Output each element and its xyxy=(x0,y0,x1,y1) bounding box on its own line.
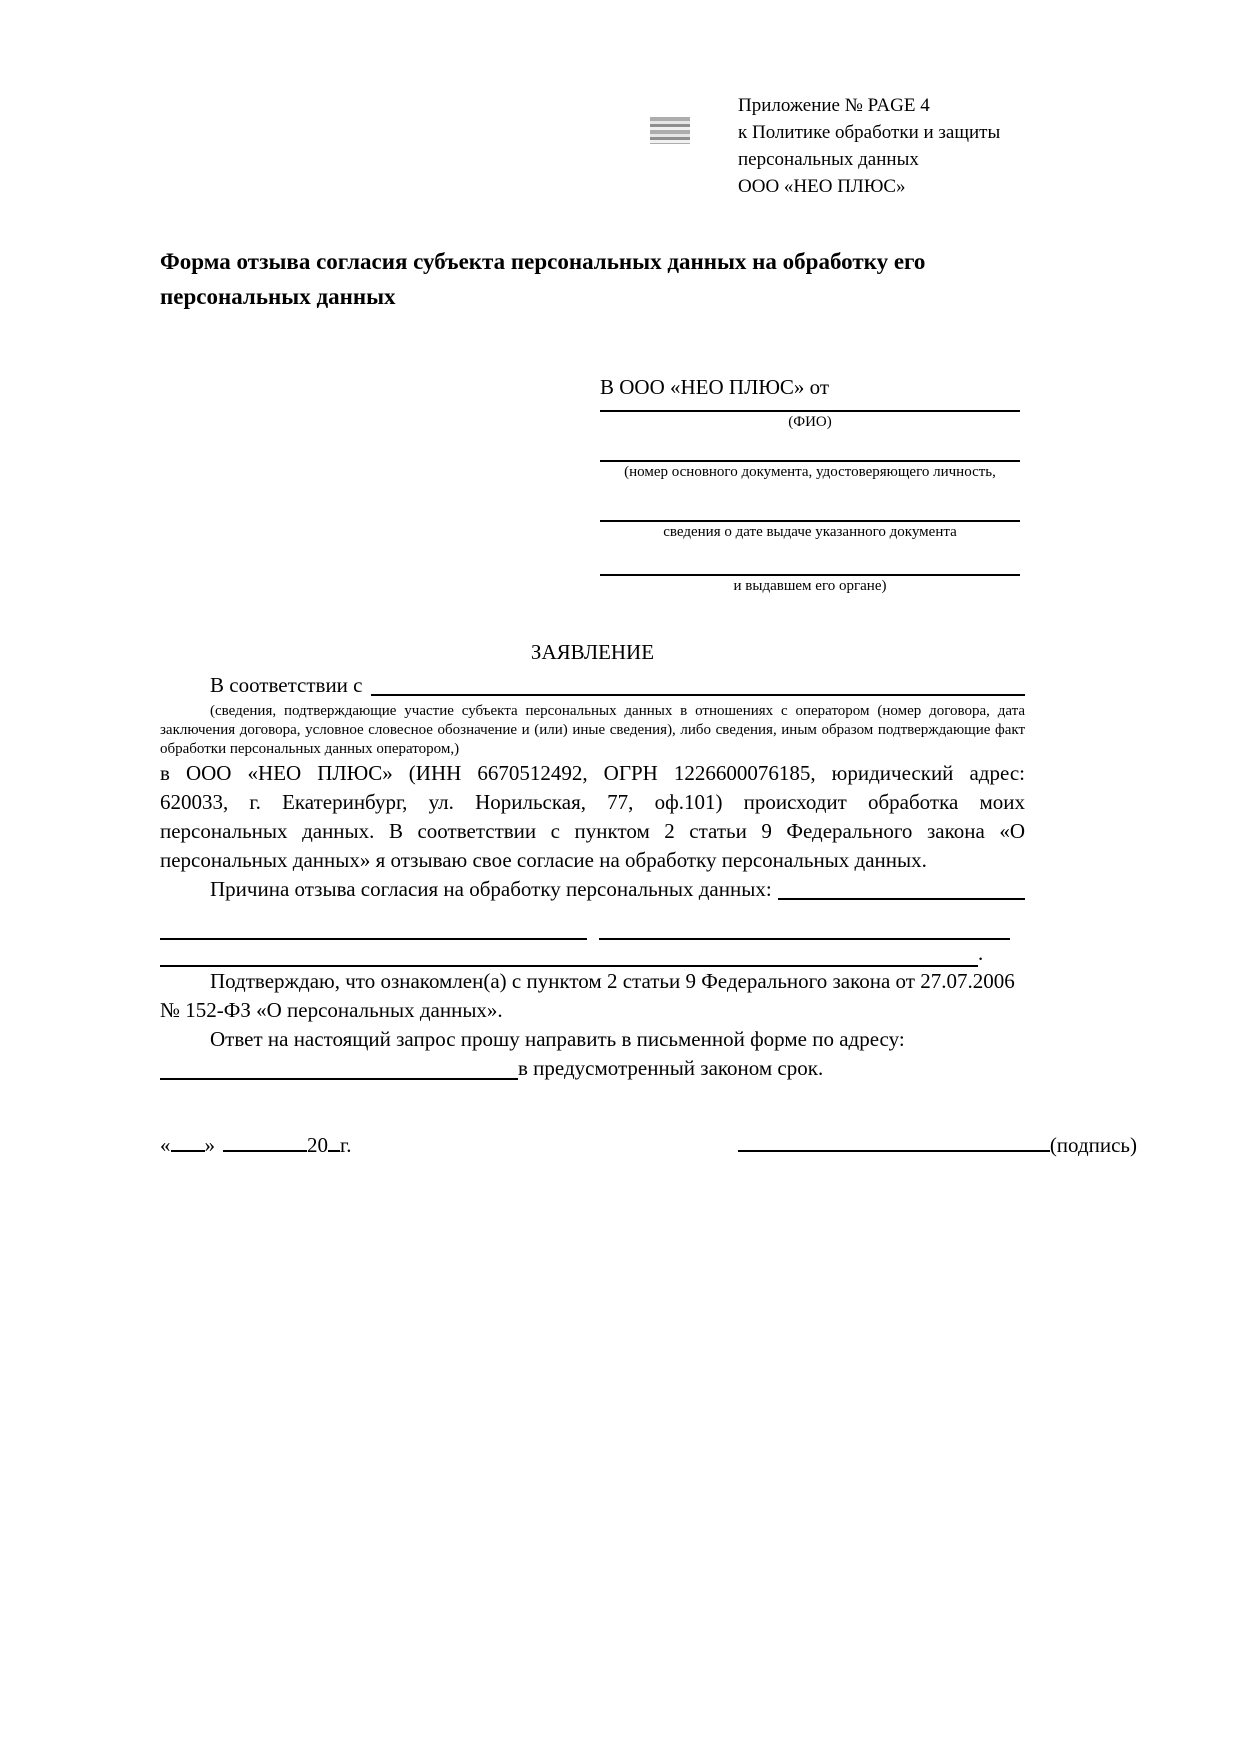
fine-print xyxy=(160,702,1025,759)
reply-address-blank-line xyxy=(160,1049,518,1080)
intro-line xyxy=(160,674,1025,700)
reply-request-paragraph: Ответ на настоящий запрос прошу направить в письменной форме по адресу: xyxy=(210,1027,905,1051)
month-blank-line xyxy=(223,1149,307,1152)
signature-blank-line xyxy=(738,1149,1050,1152)
issuing-authority-field xyxy=(600,542,1020,596)
issue-date-field xyxy=(600,482,1020,542)
withdrawal-reason-blank-line xyxy=(778,898,1025,900)
withdrawal-reason-label: Причина отзыва согласия на обработку персональных данных: xyxy=(210,877,772,901)
confirmation-paragraph: Подтверждаю, что ознакомлен(а) с пунктом 2 статьи 9 Федерального закона от 27.07.2006 № 152-ФЗ «О персональных данных». xyxy=(160,969,1015,1022)
fine-print-line: обработки персональных данных оператором,) xyxy=(160,741,460,757)
fine-print-line: (сведения, подтверждающие участие субъекта персональных данных в отношениях с оператором (номер договора, дата xyxy=(210,703,1025,719)
signature-caption: (подпись) xyxy=(1049,1133,1137,1157)
reason-blank-line-left xyxy=(160,904,587,940)
document-header xyxy=(738,92,1025,200)
document-number-caption: (номер основного документа, удостоверяющего личность, xyxy=(624,464,996,480)
statement-heading: ЗАЯВЛЕНИЕ xyxy=(530,640,655,664)
reply-suffix: в предусмотренный законом срок. xyxy=(518,1056,824,1080)
issue-date-blank-line xyxy=(600,482,1020,522)
header-line-appendix: Приложение № PAGE 4 xyxy=(738,95,930,116)
fio-blank-line xyxy=(600,398,1020,412)
reason-blank-line-right xyxy=(599,904,1010,940)
issuing-authority-caption: и выдавшем его органе) xyxy=(733,578,887,594)
fio-caption: (ФИО) xyxy=(788,414,832,430)
addressee-block xyxy=(600,376,1020,596)
date-signature-row xyxy=(160,1131,1137,1160)
day-blank-line xyxy=(171,1149,205,1152)
document-number-blank-line xyxy=(600,432,1020,462)
reason-blank-row-2 xyxy=(160,940,1025,967)
year-blank-line xyxy=(328,1149,340,1152)
embedded-object-icon xyxy=(650,117,690,144)
issue-date-caption: сведения о дате выдаче указанного документа xyxy=(663,524,957,540)
header-line-personal-data: персональных данных xyxy=(738,149,919,170)
reason-blank-line-2 xyxy=(160,938,978,967)
statement-body-line: 620033, г. Екатеринбург, ул. Норильская, 77, оф.101) происходит обработка моих xyxy=(160,790,1025,814)
statement-body-line: персональных данных» я отзываю свое согласие на обработку персональных данных. xyxy=(160,848,927,872)
date-line xyxy=(160,1131,352,1160)
intro-prefix: В соответствии с xyxy=(210,673,363,697)
signature-line xyxy=(738,1131,1137,1160)
date-open-quote: « xyxy=(160,1133,171,1157)
document-number-field xyxy=(600,432,1020,482)
fio-field xyxy=(600,398,1020,432)
withdrawal-reason-line xyxy=(160,875,1025,904)
intro-blank-line xyxy=(371,694,1026,696)
issuing-authority-blank-line xyxy=(600,542,1020,576)
document-title: Форма отзыва согласия субъекта персональных данных на обработку его персональных данных xyxy=(160,249,926,309)
statement-body-line: в ООО «НЕО ПЛЮС» (ИНН 6670512492, ОГРН 1226600076185, юридический адрес: xyxy=(160,761,1025,785)
year-suffix: г. xyxy=(340,1133,352,1157)
sentence-terminator: . xyxy=(978,941,984,965)
date-close-quote: » xyxy=(204,1133,215,1157)
statement-body-line: персональных данных. В соответствии с пунктом 2 статьи 9 Федерального закона «О xyxy=(160,819,1025,843)
statement-body xyxy=(160,759,1025,875)
fine-print-line: заключения договора, условное словесное обозначение и (или) иные сведения), либо сведения, иным образом подтверждающие факт xyxy=(160,722,1025,738)
reply-address-line xyxy=(160,1054,1025,1083)
addressee-to-line: В ООО «НЕО ПЛЮС» от xyxy=(600,375,830,399)
year-prefix: 20 xyxy=(307,1133,328,1157)
reason-blank-row-1 xyxy=(160,906,1025,940)
header-line-company: ООО «НЕО ПЛЮС» xyxy=(738,176,906,197)
header-line-policy: к Политике обработки и защиты xyxy=(738,122,1001,143)
